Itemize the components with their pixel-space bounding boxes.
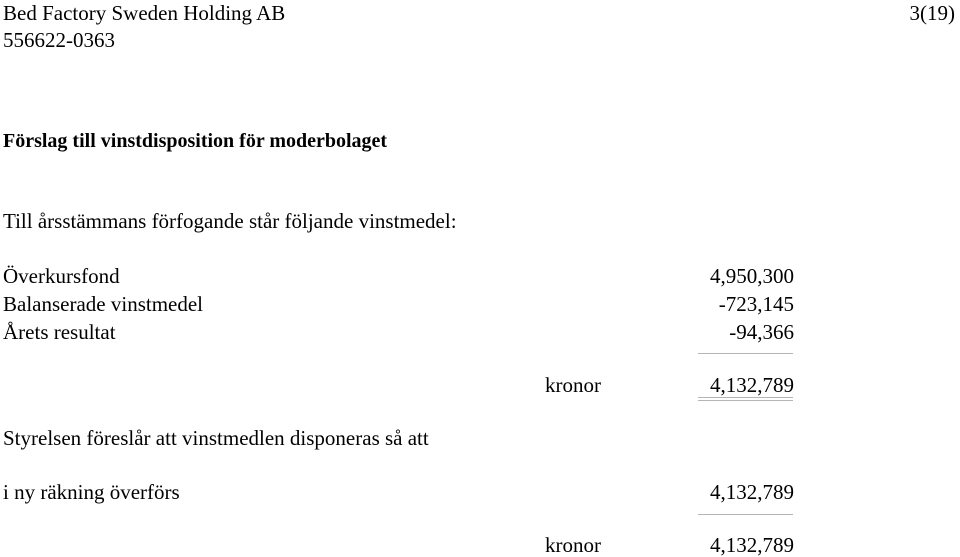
fund-label-overkursfond: Överkursfond [3,264,120,288]
proposal-label-ny-rakning: i ny räkning överförs [3,480,180,504]
proposal-text: Styrelsen föreslår att vinstmedlen disponeras så att [3,426,429,450]
intro-text: Till årsstämmans förfogande står följande vinstmedel: [3,209,457,233]
fund-value-balanserade: -723,145 [718,292,794,316]
fund-value-arets-resultat: -94,366 [729,320,794,344]
fund-label-balanserade: Balanserade vinstmedel [3,292,204,316]
proposal-total-value: 4,132,789 [710,533,794,557]
company-name: Bed Factory Sweden Holding AB [3,1,286,25]
org-number: 556622-0363 [3,28,115,52]
proposal-total-label: kronor [545,533,601,557]
total-underline-2 [698,400,793,401]
subtotal-divider [698,353,793,354]
funds-total-value: 4,132,789 [710,373,794,397]
fund-value-overkursfond: 4,950,300 [710,264,794,288]
section-title: Förslag till vinstdisposition för moderbolaget [3,130,388,152]
proposal-value-ny-rakning: 4,132,789 [710,480,794,504]
fund-label-arets-resultat: Årets resultat [3,320,116,344]
total-underline-1 [698,397,793,398]
page-number: 3(19) [909,1,955,25]
proposal-divider [698,514,793,515]
funds-total-label: kronor [545,373,601,397]
